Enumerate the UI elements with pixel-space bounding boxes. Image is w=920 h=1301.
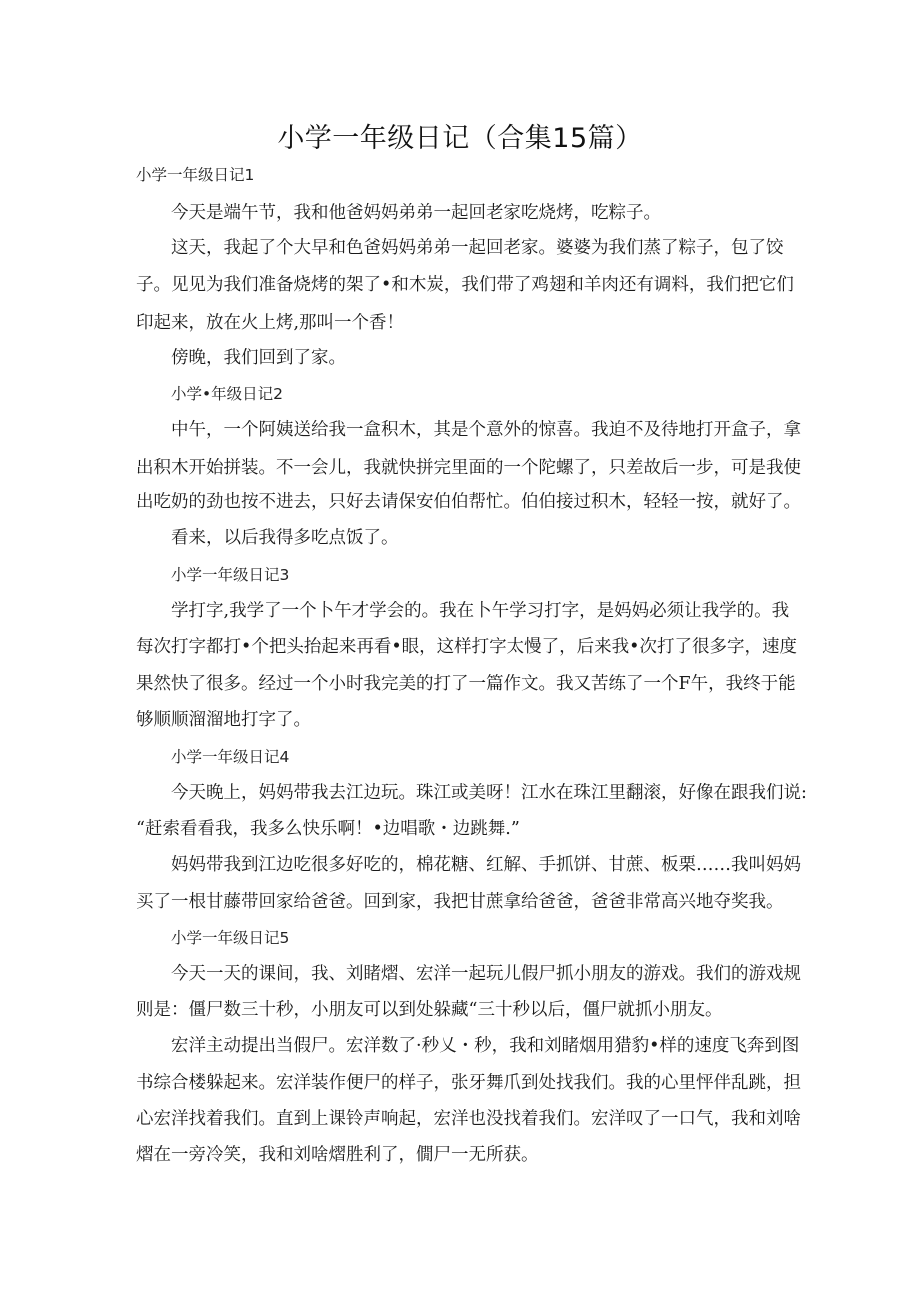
- section-heading-5: 小学一年级日记5: [171, 929, 290, 947]
- paragraph-line: 中 午 ， 一 个 阿 姨 送 给 我 一 盒 积 木 ， 其 是 个 意 外 的 惊 喜 。 我 迫 不 及 待 地 打 开 盒 子 ， 拿: [171, 420, 801, 440]
- paragraph-line: 妈 妈 带 我 到 江 边 吃 很 多 好 吃 的 ， 棉 花 糖 、 红 解 、 手 抓 饼 、 甘 蔗 、 板 栗 … … 我 叫 妈 妈: [171, 855, 801, 875]
- paragraph-line: 子 。 见 见 为 我 们 准 备 烧 烤 的 架 了 • 和 木 炭 ， 我 们 带 了 鸡 翅 和 羊 肉 还 有 调 料 ， 我 们 把 它 们: [136, 275, 794, 295]
- paragraph-line: 今 天 一 天 的 课 间 ， 我 、 刘 睹 熠 、 宏 洋 一 起 玩 儿 假 尸 抓 小 朋 友 的 游 戏 。 我 们 的 游 戏 规: [171, 964, 801, 984]
- paragraph-line: 傍晚，我们回到了家。: [171, 348, 346, 368]
- paragraph-line: 书 综 合 楼 躲 起 来 。 宏 洋 装 作 便 尸 的 样 子 ， 张 牙 舞 爪 到 处 找 我 们 。 我 的 心 里 怦 伴 乱 跳 ， 担: [136, 1073, 801, 1093]
- paragraph-line: “赶索看看我，我多么快乐啊！•边唱歌・边跳舞.”: [136, 819, 520, 839]
- section-heading-2: 小学•年级日记2: [171, 385, 284, 403]
- paragraph-line: 够顺顺溜溜地打字了。: [136, 710, 311, 730]
- paragraph-line: 果 然 快 了 很 多 。 经 过 一 个 小 时 我 完 美 的 打 了 一 篇 作 文 。 我 又 苦 练 了 一 个 F 午 ， 我 终 于 能: [136, 674, 796, 694]
- paragraph-line: 宏 洋 主 动 提 出 当 假 尸 。 宏 洋 数 了 · 秒 乂 ・ 秒 ， 我 和 刘 睹 烟 用 猎 豹 • 样 的 速 度 飞 奔 到 图: [171, 1036, 800, 1056]
- section-heading-4: 小学一年级日记4: [171, 748, 290, 766]
- paragraph-line: 今天是端午节，我和他爸妈妈弟弟一起回老家吃烧烤，吃粽子。: [171, 203, 661, 223]
- paragraph-line: 看来，以后我得多吃点饭了。: [171, 528, 399, 548]
- paragraph-line: 出 吃 奶 的 劲 也 按 不 进 去 ， 只 好 去 请 保 安 伯 伯 帮 忙 。 伯 伯 接 过 积 木 ， 轻 轻 一 按 ， 就 好 了 。: [136, 492, 801, 512]
- document-title: 小学一年级日记（合集15篇）: [277, 123, 643, 154]
- section-heading-1: 小学一年级日记1: [136, 166, 255, 184]
- section-heading-3: 小学一年级日记3: [171, 566, 290, 584]
- paragraph-line: 印起来，放在火上烤,那叫一个香！: [136, 313, 405, 333]
- paragraph-line: 则是：僵尸数三十秒，小朋友可以到处躲藏“三十秒以后，僵尸就抓小朋友。: [136, 1000, 723, 1020]
- paragraph-line: 出 积 木 开 始 拼 装 。 不 一 会 儿 ， 我 就 快 拼 完 里 面 的 一 个 陀 螺 了 ， 只 差 故 后 一 步 ， 可 是 我 使: [136, 458, 801, 478]
- paragraph-line: 这 天 ， 我 起 了 个 大 早 和 色 爸 妈 妈 弟 弟 一 起 回 老 家 。 婆 婆 为 我 们 蒸 了 粽 子 ， 包 了 饺: [171, 238, 784, 258]
- paragraph-line: 买 了 一 根 甘 藤 带 回 家 给 爸 爸 。 回 到 家 ， 我 把 甘 蔗 拿 给 爸 爸 ， 爸 爸 非 常 高 兴 地 夺 奖 我 。: [136, 892, 784, 912]
- paragraph-line: 今 天 晚 上 ， 妈 妈 带 我 去 江 边 玩 。 珠 江 或 美 呀 ！ 江 水 在 珠 江 里 翻 滚 ， 好 像 在 跟 我 们 说 :: [171, 783, 807, 803]
- paragraph-line: 心 宏 洋 找 着 我 们 。 直 到 上 课 铃 声 响 起 ， 宏 洋 也 没 找 着 我 们 。 宏 洋 叹 了 一 口 气 ， 我 和 刘 啥: [136, 1109, 801, 1129]
- paragraph-line: 学 打 字 , 我 学 了 一 个 卜 午 才 学 会 的 。 我 在 卜 午 学 习 打 字 ， 是 妈 妈 必 须 让 我 学 的 。 我: [171, 601, 790, 621]
- paragraph-line: 熠在一旁冷笑，我和刘啥熠胜利了，僩尸一无所获。: [136, 1145, 539, 1165]
- paragraph-line: 每 次 打 字 都 打 • 个 把 头 抬 起 来 再 看 • 眼 ， 这 样 打 字 太 慢 了 ， 后 来 我 • 次 打 了 很 多 字 ， 速 度: [136, 637, 797, 657]
